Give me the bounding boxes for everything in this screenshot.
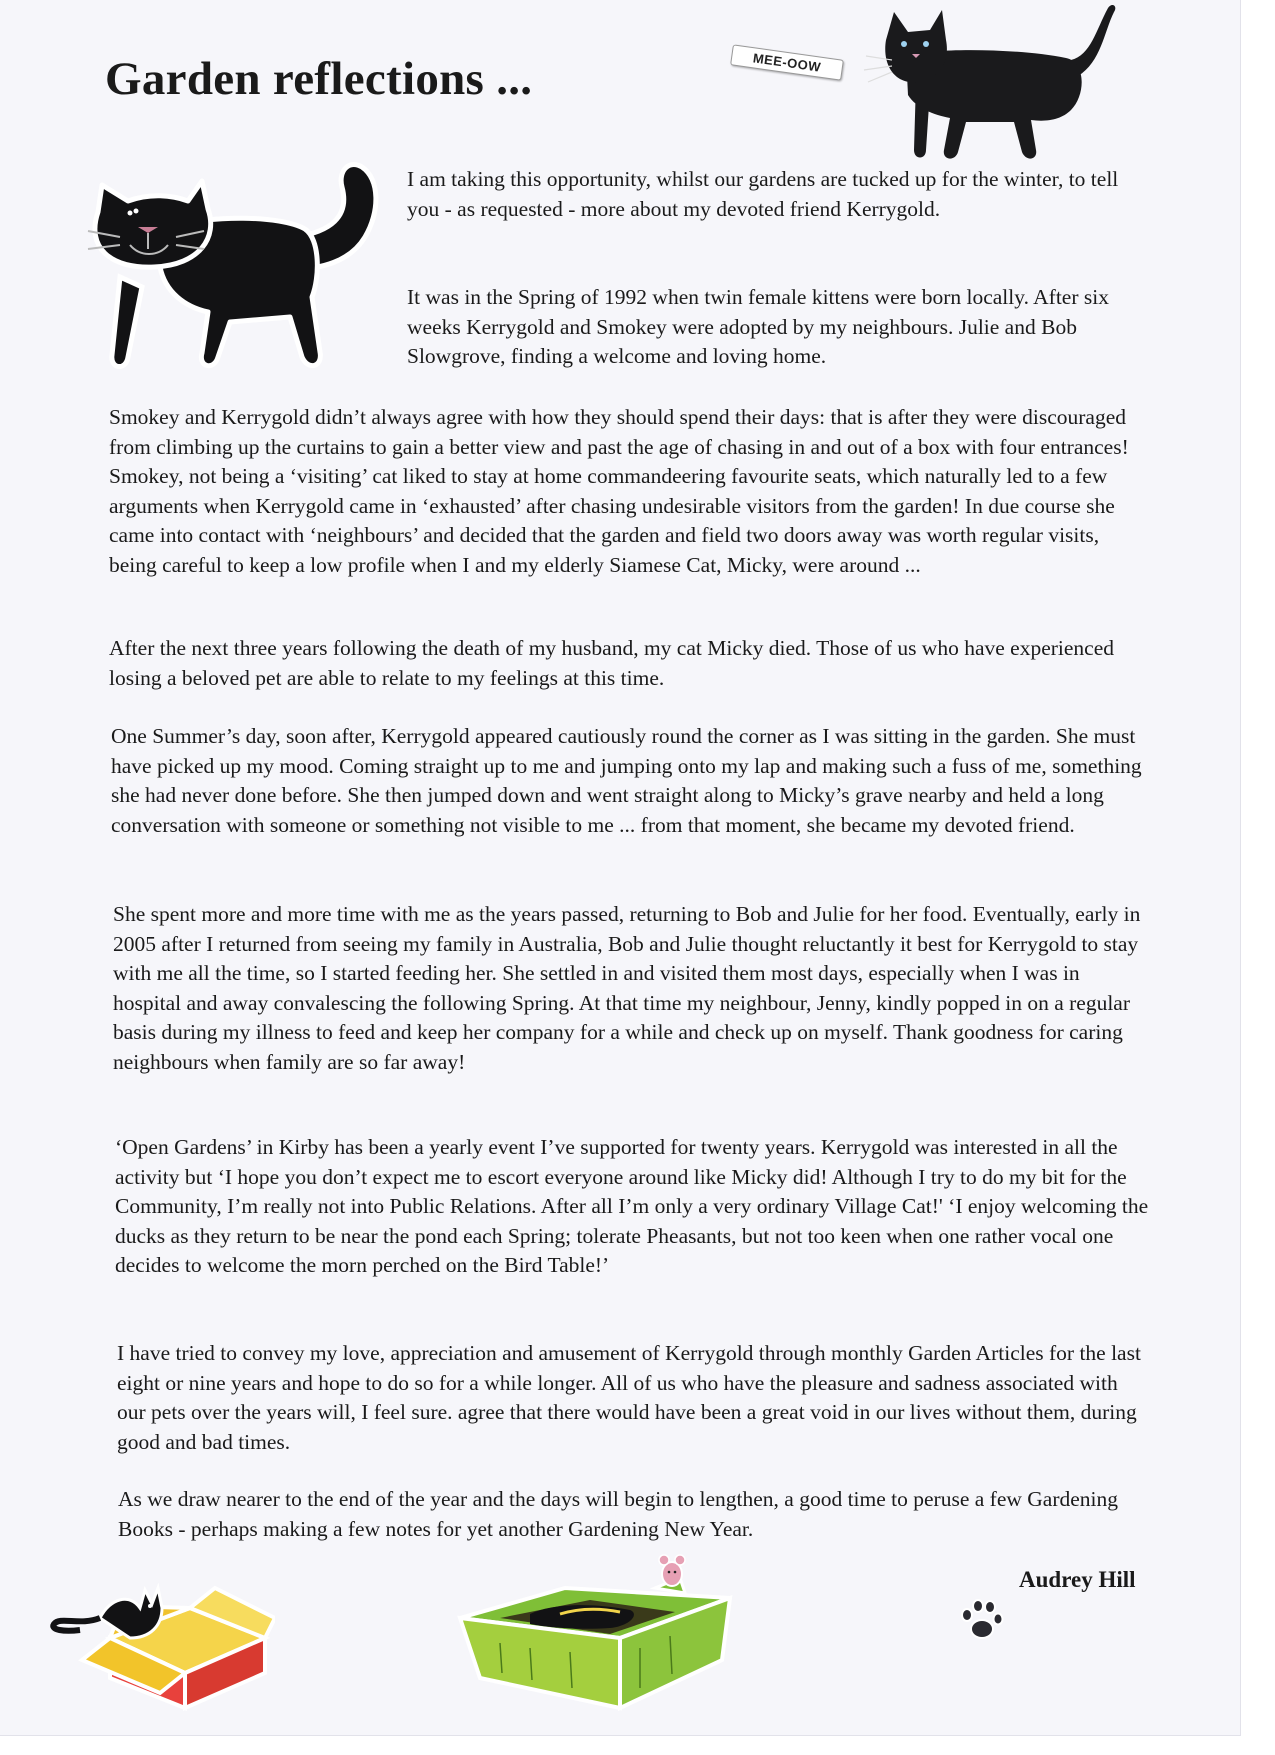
article-paragraph: It was in the Spring of 1992 when twin female kittens were born locally. After six weeks Kerrygold and Smokey were adopted by my neighbours. Julie and Bob Slowgrove, finding a welcome and loving home. [407, 285, 1109, 368]
black-cat-icon [80, 157, 400, 387]
article-paragraph: After the next three years following the death of my husband, my cat Micky died. Those of us who have experienced losing a beloved pet are able to relate to my feelings at this time. [109, 636, 1115, 690]
meow-sticker-label: MEE-OOW [730, 44, 844, 80]
article-paragraph: I am taking this opportunity, whilst our gardens are tucked up for the winter, to tell you - as requested - more about my devoted friend Kerrygold. [407, 167, 1119, 221]
walking-cat-icon [846, 0, 1116, 170]
article-paragraph: Smokey and Kerrygold didn’t always agree with how they should spend their days: that is after they were discouraged from climbing up the curtains to gain a better view and past the age of chasing in and out of a box with four entrances! Smokey, not being a ‘visiting’ cat liked to stay at home commandeering favourite seats, which naturally led to a few arguments when Kerrygold came in ‘exhausted’ after chasing undesirable visitors from the garden! In due course she came into contact with ‘neighbours’ and decided that the garden and field two doors away was worth regular visits, being careful to keep a low profile when I and my elderly Siamese Cat, Micky, were around ... [109, 405, 1129, 577]
article-paragraph: One Summer’s day, soon after, Kerrygold appeared cautiously round the corner as I was sitting in the garden. She must have picked up my mood. Coming straight up to me and jumping onto my lap and making such a fuss of me, something she had never done before. She then jumped down and went straight along to Micky’s grave nearby and held a long conversation with someone or something not visible to me ... from that moment, she became my devoted friend. [111, 724, 1142, 837]
article-title: Garden reflections ... [105, 53, 533, 105]
cat-sleeping-in-box-icon [440, 1548, 740, 1713]
article-paragraph: As we draw nearer to the end of the year and the days will begin to lengthen, a good time to peruse a few Gardening Books - perhaps making a few notes for yet another Gardening New Year. [118, 1487, 1119, 1541]
article-paragraph: I have tried to convey my love, appreciation and amusement of Kerrygold through monthly Garden Articles for the last eight or nine years and hope to do so for a while longer. All of us who have the pleasure and sadness associated with our pets over the years will, I feel sure. agree that there would have been a great void in our lives without them, during good and bad times. [117, 1341, 1141, 1454]
article-paragraph: She spent more and more time with me as the years passed, returning to Bob and Julie for her food. Eventually, early in 2005 after I returned from seeing my family in Australia, Bob and Julie thought reluctantly it best for Kerrygold to stay with me all the time, so I started feeding her. She settled in and visited them most days, especially when I was in hospital and away convalescing the following Spring. At that time my neighbour, Jenny, kindly popped in on a regular basis during my illness to feed and keep her company for a while and check up on myself. Thank goodness for caring neighbours when family are so far away! [113, 902, 1141, 1074]
article-paragraph: ‘Open Gardens’ in Kirby has been a yearly event I’ve supported for twenty years. Kerrygold was interested in all the activity but ‘I hope you don’t expect me to escort everyone around like Micky did! Although I try to do my bit for the Community, I’m really not into Public Relations. After all I’m only a very ordinary Village Cat!' ‘I enjoy welcoming the ducks as they return to be near the pond each Spring; tolerate Pheasants, but not too keen when one rather vocal one decides to welcome the morn perched on the Bird Table!’ [115, 1135, 1149, 1277]
cat-in-box-icon [50, 1568, 275, 1713]
author-signature: Audrey Hill [1019, 1567, 1136, 1592]
paw-print-icon [956, 1597, 1006, 1643]
